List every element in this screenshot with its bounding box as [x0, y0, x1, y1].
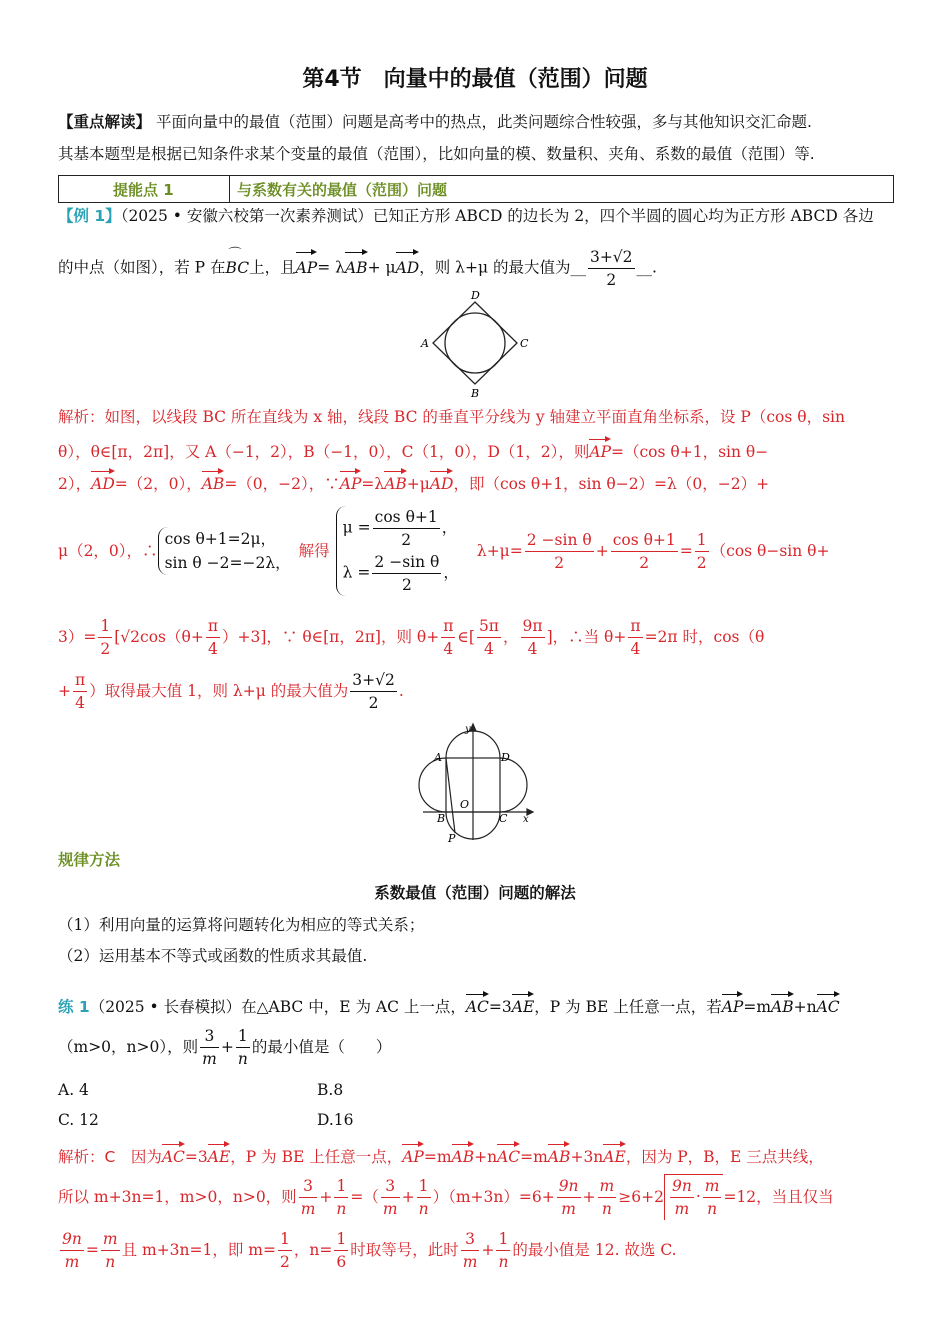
equation-system-1: cos θ+1=2μ， sin θ −2=−2λ，	[158, 527, 291, 575]
vector-ad: AD	[396, 251, 420, 281]
option-c[interactable]: C. 12	[58, 1111, 99, 1129]
equation-system-2: μ = $\frac{\text{cos θ+1}}{2}$ ， λ = $\frac{\text{2 −sin θ}}{2}$ ，	[336, 506, 459, 596]
fig2-label-a: A	[434, 751, 442, 764]
point-topic: 与系数有关的最值（范围）问题	[237, 181, 448, 199]
solution-1-line-1: 解析：如图，以线段 BC 所在直线为 x 轴，线段 BC 的垂直平分线为 y 轴建立平面直角坐标系，设 P（cos θ，sin	[58, 408, 845, 426]
example-text-2b: 上，且	[249, 258, 296, 277]
method-heading: 规律方法	[58, 851, 121, 869]
vector-ap: AP	[589, 438, 611, 462]
intro-line-2: 其基本题型是根据已知条件求某个变量的最值（范围），比如向量的模、数量积、夹角、系数的最值（范围）等.	[58, 145, 815, 163]
method-item-1: （1）利用向量的运算将问题转化为相应的等式关系；	[58, 916, 425, 934]
vector-ac: AC	[817, 993, 840, 1017]
method-item-2: （2）运用基本不等式或函数的性质求其最值.	[58, 947, 368, 965]
solution-1-line-2: θ），θ∈[π，2π]，又 A（−1，2），B（−1，0），C（1，0），D（1，2），则AP=（cos θ+1，sin θ−	[58, 438, 768, 462]
fraction: $\frac{\text{2 −sin θ}}{2}$	[526, 530, 592, 572]
practice-1-line-2: （m>0，n>0），则 $\frac{3}{m}$ + $\frac{1}{n}$ 的最小值是（ ）	[58, 1026, 392, 1068]
option-b[interactable]: B.8	[317, 1081, 344, 1099]
example-label: 【例 1】	[58, 207, 121, 225]
intro-line-1	[58, 112, 812, 132]
figure-coordinate-system	[415, 722, 535, 844]
intro-label: 【重点解读】	[58, 113, 152, 131]
point-box	[58, 175, 894, 203]
solution-2-label: 解析：C	[58, 1148, 116, 1166]
practice-label: 练 1	[58, 998, 90, 1016]
vector-ae: AE	[512, 993, 535, 1017]
axis-x-label: x	[523, 814, 529, 825]
point-label: 提能点 1	[113, 181, 174, 199]
option-a[interactable]: A. 4	[58, 1081, 89, 1099]
example-1-line-2: 的中点（如图），若 P 在⌒ BC上，且AP= λAB+ μAD，则 λ+μ 的最大值为__ $\frac{3+√2}{2}$ __.	[58, 246, 657, 291]
fig2-label-p: P	[448, 832, 456, 844]
practice-1-line-1: 练 1（2025 • 长春模拟）在△ABC 中，E 为 AC 上一点，AC=3AE，P 为 BE 上任意一点，若AP=mAB+nAC	[58, 993, 840, 1017]
fig1-label-c: C	[520, 337, 529, 350]
origin-label: O	[460, 798, 470, 811]
point-divider	[229, 176, 230, 202]
vector-ap: AP	[340, 470, 362, 494]
fig1-label-d: D	[471, 289, 480, 302]
vector-ab: AB	[771, 993, 794, 1017]
axis-y-label: y	[465, 724, 471, 735]
solution-1-line-5: 3）= $\frac{1}{2}$ [√2cos（θ+ $\frac{\pi}{4}$ ）+3]，∵ θ∈[π，2π]，则 θ+ $\frac{\pi}{4}$ ∈[ $\frac{5\pi}{4}$ ， $\frac{9\pi}{4}$ ]，∴当 θ+ $\frac{\pi}{4}$ =2π 时，cos（θ	[58, 616, 765, 658]
vector-ab: AB	[202, 470, 225, 494]
option-d[interactable]: D.16	[317, 1111, 354, 1129]
example-1-line-1	[58, 206, 874, 226]
fraction: $\frac{1}{2}$	[696, 530, 707, 572]
method-subtitle: 系数最值（范围）问题的解法	[374, 884, 576, 902]
vector-ap: AP	[722, 993, 744, 1017]
vector-ad: AD	[91, 470, 115, 494]
vector-ac: AC	[466, 993, 489, 1017]
example-text-1: （2025 • 安徽六校第一次素养测试）已知正方形 ABCD 的边长为 2，四个半圆的圆心均为正方形 ABCD 各边	[120, 207, 874, 225]
fig2-label-c: C	[499, 812, 508, 825]
solution-1-label: 解析：	[58, 408, 105, 426]
sqrt-expression: $\frac{9n}{m}$ · $\frac{m}{n}$	[664, 1174, 724, 1220]
example-text-2c: ，则 λ+μ 的最大值为	[419, 258, 571, 277]
solution-1-line-6: + $\frac{\pi}{4}$ ）取得最大值 1，则 λ+μ 的最大值为 $\frac{3+√2}{2}$ .	[58, 670, 404, 712]
arc-bc: ⌒ BC	[226, 255, 250, 281]
example-answer: $\frac{3+√2}{2}$	[589, 248, 633, 289]
solution-1-line-4: μ（2，0），∴ cos θ+1=2μ， sin θ −2=−2λ， 解得 μ = $\frac{\text{cos θ+1}}{2}$ ， λ = $\frac{\text{2 −sin θ}}{2}$ ， λ+μ= $\frac{\text{2 −sin θ}}{2}$ + $\frac{\text{cos θ+1}}{2}$ = $\frac{1}{2}$ （cos θ−sin θ+	[58, 508, 830, 594]
fig2-label-b: B	[437, 812, 446, 825]
vector-ab: AB	[384, 470, 407, 494]
figure-four-semicircles	[415, 288, 540, 400]
vector-ap: AP	[296, 251, 318, 281]
page-title: 第4节 向量中的最值（范围）问题	[302, 67, 648, 92]
solution-2-line-2: 所以 m+3n=1，m>0，n>0，则 $\frac{3}{m}$ + $\frac{1}{n}$ =（ $\frac{3}{m}$ + $\frac{1}{n}$ ）（m+3n）=6+ $\frac{9n}{m}$ + $\frac{m}{n}$ ≥6+2 $\frac{9n}{m}$ · $\frac{m}{n}$ =12，当且仅当	[58, 1173, 834, 1221]
intro-text-1: 平面向量中的最值（范围）问题是高考中的热点，此类问题综合性较强，多与其他知识交汇命题.	[155, 113, 812, 131]
fig2-label-d: D	[501, 751, 510, 764]
fig1-label-a: A	[421, 337, 429, 350]
solution-2-line-3: $\frac{9n}{m}$ = $\frac{m}{n}$ 且 m+3n=1，即 m= $\frac{1}{2}$ ，n= $\frac{1}{6}$ 时取等号，此时 $\frac{3}{m}$ + $\frac{1}{n}$ 的最小值是 12. 故选 C.	[62, 1229, 677, 1271]
vector-ab: AB	[345, 251, 368, 281]
example-text-2a: 的中点（如图），若 P 在	[58, 258, 226, 277]
solution-1-line-3: 2），AD=（2，0），AB=（0，−2），∵AP=λAB+μAD，即（cos θ+1，sin θ−2）=λ（0，−2）+	[58, 470, 769, 494]
solution-2-line-1: 解析：C 因为AC=3AE，P 为 BE 上任意一点，AP=mAB+nAC=mAB+3nAE，因为 P，B，E 三点共线，	[58, 1143, 824, 1167]
fig1-label-b: B	[471, 387, 480, 400]
fraction: $\frac{\text{cos θ+1}}{2}$	[612, 530, 676, 572]
vector-ad: AD	[430, 470, 454, 494]
